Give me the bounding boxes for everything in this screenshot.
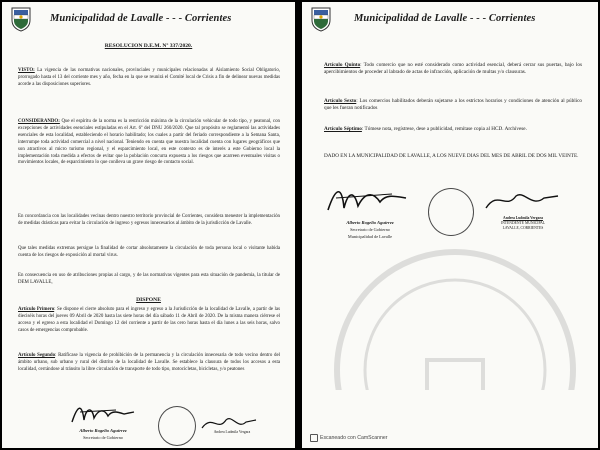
dado-paragraph: DADO EN LA MUNICIPALIDAD DE LAVALLE, A LOS NUEVE DIAS DEL MES DE ABRIL DE DOS MIL VEINTE. bbox=[324, 153, 579, 159]
articulo-segundo-label: Artículo Segundo bbox=[18, 353, 56, 358]
header-title: Municipalidad de Lavalle - - - Corrientes bbox=[50, 13, 232, 24]
document-page-right bbox=[302, 2, 598, 448]
municipal-crest-icon bbox=[10, 6, 32, 32]
intendenta-name: Andrea Ludmila Vergara bbox=[503, 216, 543, 220]
articulo-primero-paragraph bbox=[18, 307, 280, 335]
scanner-footer bbox=[310, 434, 387, 442]
signature-role: Secretario de Gobierno bbox=[83, 435, 123, 440]
intendenta-role: INTENDENTE MUNICIPAL bbox=[500, 221, 546, 225]
intendenta-location: LAVALLE, CORRIENTES bbox=[502, 226, 544, 230]
consecuencia-paragraph: En consecuencia en uso de atribuciones propias al cargo, y de las normativas vigentes para esta situación de pandemia, la titular de DEM LAVALLE, bbox=[18, 273, 280, 285]
municipal-seal-watermark-icon bbox=[332, 230, 578, 390]
articulo-quinto-paragraph bbox=[324, 62, 582, 77]
medidas-paragraph: Que tales medidas extremas persigue la finalidad de cortar absolutamente la circulación de toda persona local o visitante habida cuenta de los riesgos de exposición al mortal virus. bbox=[18, 246, 280, 258]
signature-role-municipalidad: Municipalidad de Lavalle bbox=[347, 234, 393, 239]
signature-scribble-icon bbox=[68, 400, 138, 428]
articulo-quinto-text: : Todo comercio que no esté considerado como actividad esencial, deberá cerrar sus puertas, bajo los apercibimientos de proceder al labrado de actas de infracción, aplicación de multas y/o clausuras. bbox=[324, 62, 582, 76]
signature-name: Alberto Rogelio Aguirrez bbox=[346, 220, 394, 225]
articulo-segundo-text: : Ratificase la vigencia de prohibición de la permanencia y la circulación innecesaria de todo vecino dentro del ámbito urbano, sub urbano y rural del distrito de la localidad de Lavalle. Se establece la clausura de todos los accesos a esta localidad, cerrándose al tránsito la libre circulación de transporte de todo tipo, motocicletas, bicicletas, y/o peatones bbox=[18, 353, 280, 372]
scanner-footer-text: Escaneado con CamScanner bbox=[320, 435, 388, 441]
articulo-primero-text: : Se dispone el cierre absoluto para el ingreso y egreso a la Jurisdicción de la localidad de Lavalle, a partir de las dieciséis horas del jueves 09 Abril de 2020 hasta las siete horas del día sábado 11 de Abril de 2020. De la misma manera ciérrese el acceso y el egreso a esta localidad el Domingo 12 del corriente a partir de las cero horas hasta el día lunes a las seis horas, salvo casos de emergencias comprobable. bbox=[18, 307, 280, 333]
visto-paragraph bbox=[18, 68, 280, 89]
stamp-name: Andrea Ludmila Vergara bbox=[213, 430, 251, 434]
articulo-primero-label: Artículo Primero bbox=[18, 307, 55, 312]
dispone-heading: DISPONE bbox=[136, 297, 161, 303]
considerando-text: Que el espíritu de la norma es la restricción máxima de la circulación vehicular de todo tipo, y peatonal, con excepciones de actividades esenciales estipuladas en el Art. 6º del DNU 260/2020. Que tal propósito se reglamentó las actividades esenciales de esta localidad, estableciendo el horario habilitado; los cuales a partir del feriado correspondiente a la Semana Santa, interrumpe toda actividad comercial a nivel nacional. Teniendo en cuenta que nuestra localidad cuenta con lugares geográficos que son atractivos al micro turismo regional, y el esparcimiento local, en este contexto es de interés a este Gobierno local la implementación toda medida a efectos de evitar que la población concurra expuesta a los riesgos que acarreen eventuales visitas o movimientos locales, de esparcimiento lo que conlleva un grave riesgo de contacto social. bbox=[18, 119, 280, 166]
considerando-paragraph bbox=[18, 119, 280, 167]
municipal-stamp-icon bbox=[158, 406, 196, 446]
considerando-label: CONSIDERANDO: bbox=[18, 119, 60, 124]
camscanner-icon bbox=[310, 434, 318, 442]
articulo-septimo-text: : Tómese nota, regístrese, dese a publicidad, remítase copia al HCD. Archívese. bbox=[361, 126, 527, 132]
signature-name: Alberto Rogelio Aguirrez bbox=[79, 428, 127, 433]
resolution-title: RESOLUCION D.E.M. Nº 337/2020. bbox=[104, 43, 193, 49]
articulo-septimo-paragraph bbox=[324, 126, 582, 133]
visto-label: VISTO: bbox=[18, 68, 35, 73]
articulo-septimo-label: Artículo Séptimo bbox=[324, 126, 362, 132]
articulo-quinto-label: Artículo Quinto bbox=[324, 62, 361, 68]
document-page-left bbox=[2, 2, 295, 448]
articulo-sexto-label: Artículo Sexto bbox=[324, 98, 357, 104]
signature-scribble-icon bbox=[322, 180, 412, 220]
visto-text: La vigencia de las normativas nacionales, provinciales y municipales relacionadas al Aislamiento Social Obligatorio, prorrogado hasta el 13 del corriente mes y año, fecha en la que se reunirá el Comité local de Crisis a fin de delinear nuevas medidas acorde a las disposiciones superiores. bbox=[18, 68, 280, 87]
concordancia-paragraph: En concordancia con las localidades vecinas dentro nuestro territorio provincial de Corrientes, considera menester la implementación de medidas drásticas para evitar la circulación de ingreso y egresos innecesarios al ámbito de la jurisdicción de Lavalle. bbox=[18, 214, 280, 226]
municipal-stamp-icon bbox=[428, 188, 474, 236]
header-title: Municipalidad de Lavalle - - - Corrientes bbox=[354, 13, 536, 24]
signature-role-secretario: Secretario de Gobierno bbox=[350, 227, 390, 232]
articulo-sexto-paragraph bbox=[324, 98, 582, 113]
articulo-segundo-paragraph bbox=[18, 353, 280, 374]
municipal-crest-icon bbox=[310, 6, 332, 32]
articulo-sexto-text: : Los comercios habilitados deberán sujetarse a los estrictos horarios y condiciones de atención al público que les fueran notificados bbox=[324, 98, 582, 112]
signature-scribble-icon bbox=[482, 188, 562, 214]
